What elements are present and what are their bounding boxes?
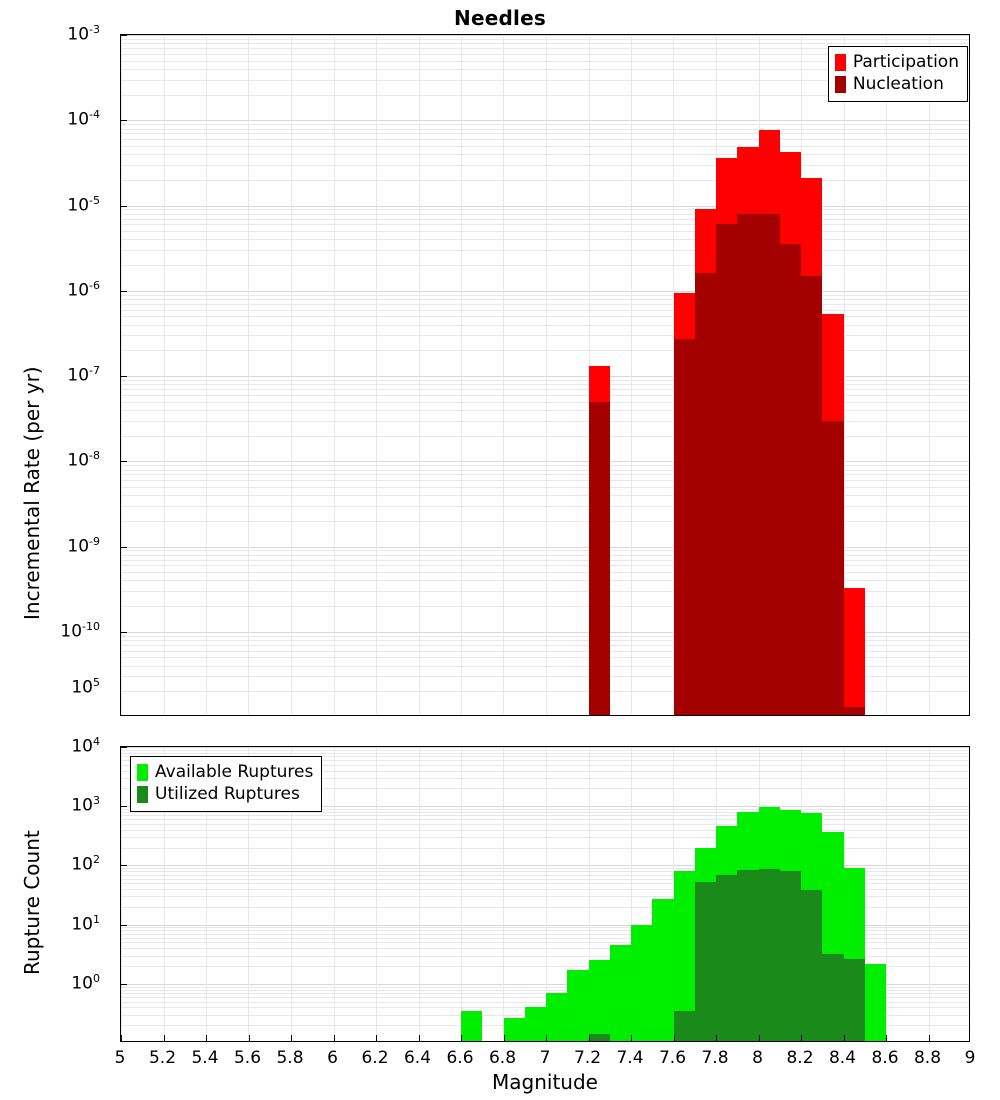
x-axis-tick-mark <box>249 1035 250 1041</box>
y-axis-tick-mark <box>121 806 127 807</box>
legend-swatch <box>835 76 846 93</box>
x-axis-tick-label: 6 <box>327 1048 338 1068</box>
x-axis-tick-label: 5.8 <box>276 1048 304 1068</box>
ytick-exponent: -7 <box>89 364 100 377</box>
ytick-mantissa: 10 <box>67 280 90 301</box>
bar <box>695 882 716 1042</box>
x-axis-tick-label: 7 <box>539 1048 551 1068</box>
x-axis-tick-mark <box>121 1035 122 1041</box>
x-axis-tick-mark <box>546 1035 547 1041</box>
bar <box>780 244 801 716</box>
bar <box>674 339 695 716</box>
bar <box>844 707 865 716</box>
ytick-exponent: 1 <box>93 912 100 926</box>
y-axis-tick-mark <box>121 35 127 36</box>
x-axis-tick-mark <box>376 1035 377 1041</box>
x-axis-tick-label: 8.4 <box>828 1048 857 1068</box>
ytick-mantissa: 10 <box>71 736 93 757</box>
legend-item <box>137 762 313 784</box>
ytick-exponent: -4 <box>89 108 100 122</box>
bar <box>737 870 758 1042</box>
y-axis-tick-mark <box>121 291 127 292</box>
bar <box>844 588 865 716</box>
page-title: Needles <box>454 6 546 30</box>
x-axis <box>114 1046 976 1070</box>
y-axis-tick-label <box>67 365 100 385</box>
ytick-mantissa: 10 <box>67 109 90 130</box>
ytick-exponent: -9 <box>89 534 100 548</box>
x-axis-tick-label: 5.6 <box>233 1048 262 1068</box>
x-axis-tick-label: 8 <box>752 1048 763 1068</box>
bottom-y-axis <box>0 675 112 1042</box>
x-axis-tick-mark <box>929 1035 930 1041</box>
y-axis-tick-label <box>71 736 100 756</box>
ytick-exponent: 0 <box>93 971 100 985</box>
x-axis-tick-label: 6.6 <box>446 1048 474 1068</box>
x-axis-tick-label: 8.2 <box>786 1048 814 1068</box>
bar <box>780 871 801 1042</box>
y-axis-tick-label <box>67 24 100 44</box>
bottom-legend <box>130 756 322 812</box>
ytick-exponent: 2 <box>93 853 100 867</box>
legend-label: Nucleation <box>852 73 944 94</box>
y-axis-tick-label <box>71 854 100 874</box>
x-axis-tick-label: 7.8 <box>701 1048 729 1068</box>
x-axis-tick-label: 5.4 <box>191 1048 219 1068</box>
y-axis-tick-label <box>67 195 100 215</box>
bar <box>567 970 588 1042</box>
x-axis-tick-mark <box>334 1035 335 1041</box>
y-axis-tick-mark <box>121 376 127 377</box>
x-axis-tick-mark <box>461 1035 462 1041</box>
y-axis-tick-label <box>71 973 100 993</box>
y-axis-tick-mark <box>121 120 127 121</box>
x-axis-tick-label: 6.8 <box>488 1048 517 1068</box>
y-axis-tick-label <box>67 109 100 129</box>
ytick-mantissa: 10 <box>71 795 93 816</box>
bar <box>674 1011 695 1042</box>
bar <box>504 1018 525 1042</box>
bar <box>844 959 865 1042</box>
bar <box>759 214 780 716</box>
legend-label: Available Ruptures <box>155 762 314 782</box>
bar <box>589 402 610 716</box>
y-axis-tick-label <box>67 280 100 300</box>
ytick-mantissa: 10 <box>67 24 90 45</box>
bar <box>801 276 822 716</box>
legend-swatch <box>137 786 148 803</box>
bar <box>525 1007 546 1042</box>
y-axis-tick-mark <box>121 865 127 866</box>
x-axis-tick-label: 5 <box>114 1048 126 1068</box>
bar <box>589 960 610 1042</box>
ytick-exponent: -10 <box>82 619 100 633</box>
y-axis-tick-mark <box>121 461 127 462</box>
ytick-exponent: -8 <box>89 449 100 463</box>
legend-swatch <box>835 54 846 71</box>
x-axis-tick-mark <box>504 1035 505 1041</box>
bar <box>695 273 716 716</box>
bar <box>737 214 758 716</box>
bar <box>546 993 567 1042</box>
y-axis-tick-label <box>60 621 100 641</box>
legend-item <box>137 784 313 806</box>
y-axis-tick-label <box>67 450 100 470</box>
bar <box>759 869 780 1042</box>
y-axis-tick-label <box>71 914 100 934</box>
x-axis-tick-mark <box>419 1035 420 1041</box>
bar <box>822 954 843 1042</box>
ytick-exponent: -3 <box>89 23 100 36</box>
ytick-exponent: 4 <box>93 735 100 748</box>
ytick-exponent: 5 <box>93 675 100 689</box>
x-axis-tick-label: 6.4 <box>403 1048 432 1068</box>
x-axis-tick-mark <box>844 1035 845 1041</box>
legend-label: Participation <box>852 52 959 72</box>
bar <box>631 925 652 1042</box>
ytick-mantissa: 10 <box>71 914 93 935</box>
top-bars <box>121 35 969 715</box>
bar <box>589 1034 610 1042</box>
y-axis-tick-label <box>67 536 100 556</box>
x-axis-tick-label: 8.6 <box>871 1048 899 1068</box>
ytick-exponent: 3 <box>93 794 100 808</box>
bottom-y-axis-label: Rupture Count <box>20 830 44 975</box>
x-axis-tick-label: 7.4 <box>616 1048 644 1068</box>
bar <box>652 899 673 1042</box>
ytick-exponent: -5 <box>89 193 100 207</box>
x-axis-tick-mark <box>206 1035 207 1041</box>
x-axis-tick-mark <box>674 1035 675 1041</box>
x-axis-tick-mark <box>164 1035 165 1041</box>
x-axis-tick-label: 6.2 <box>361 1048 389 1068</box>
ytick-mantissa: 10 <box>71 973 93 994</box>
ytick-exponent: -6 <box>89 278 100 292</box>
bar <box>822 421 843 716</box>
x-axis-tick-mark <box>759 1035 760 1041</box>
ytick-mantissa: 10 <box>67 195 90 216</box>
bar <box>865 964 886 1042</box>
x-axis-tick-label: 7.2 <box>573 1048 602 1068</box>
x-axis-tick-label: 8.8 <box>913 1048 942 1068</box>
y-axis-tick-mark <box>121 632 127 633</box>
y-axis-tick-mark <box>121 206 127 207</box>
y-axis-tick-label <box>71 795 100 815</box>
legend-item <box>835 52 959 74</box>
x-axis-tick-mark <box>801 1035 802 1041</box>
legend-item <box>835 74 959 96</box>
x-axis-tick-mark <box>631 1035 632 1041</box>
bar <box>716 875 737 1042</box>
ytick-mantissa: 10 <box>67 536 90 557</box>
y-axis-tick-mark <box>121 547 127 548</box>
top-y-axis-label: Incremental Rate (per yr) <box>20 366 44 620</box>
y-axis-tick-mark <box>121 925 127 926</box>
x-axis-tick-label: 5.2 <box>148 1048 177 1068</box>
incremental-rate-plot <box>120 34 970 716</box>
ytick-mantissa: 10 <box>60 621 83 642</box>
top-legend <box>828 46 968 102</box>
ytick-mantissa: 10 <box>67 365 90 386</box>
x-axis-tick-mark <box>291 1035 292 1041</box>
top-y-axis <box>0 23 112 716</box>
x-axis-tick-label: 9 <box>964 1048 976 1068</box>
bar <box>801 890 822 1042</box>
x-axis-tick-mark <box>716 1035 717 1041</box>
legend-label: Utilized Ruptures <box>155 783 300 804</box>
bar <box>716 224 737 716</box>
y-axis-tick-mark <box>121 747 127 748</box>
y-axis-tick-label <box>71 677 100 697</box>
x-axis-tick-label: 7.6 <box>658 1048 687 1068</box>
x-axis-label: Magnitude <box>492 1070 598 1094</box>
ytick-mantissa: 10 <box>71 855 93 876</box>
x-axis-tick-mark <box>589 1035 590 1041</box>
bar <box>610 945 631 1042</box>
bar <box>461 1011 482 1042</box>
ytick-mantissa: 10 <box>71 677 93 698</box>
x-axis-tick-mark <box>886 1035 887 1041</box>
legend-swatch <box>137 764 148 781</box>
y-axis-tick-mark <box>121 984 127 985</box>
ytick-mantissa: 10 <box>67 450 90 471</box>
